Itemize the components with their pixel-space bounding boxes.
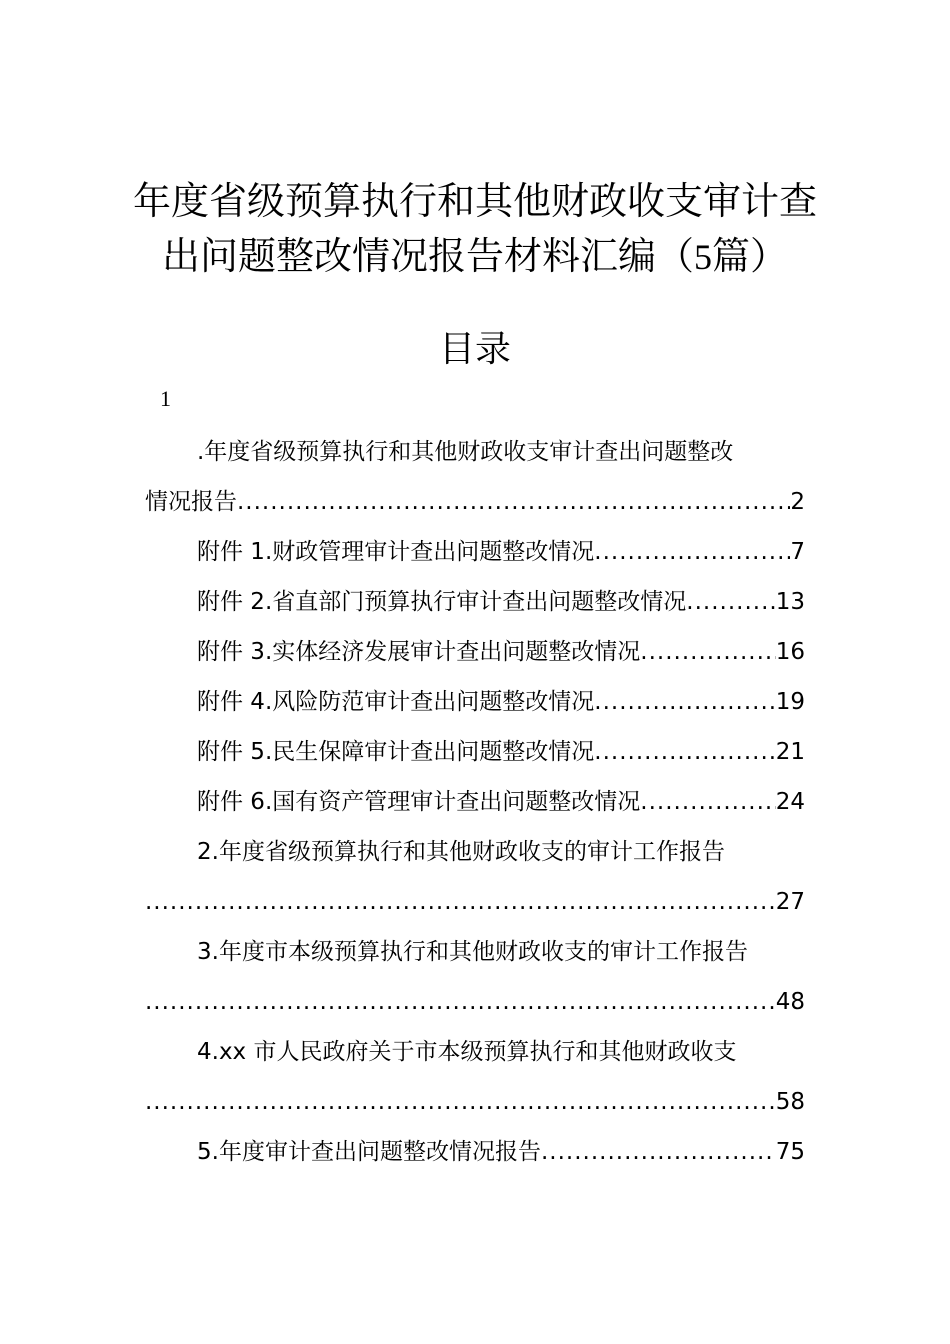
dot-leader <box>145 977 776 1027</box>
toc-page-number: 7 <box>790 539 805 565</box>
toc-entry-1-line-2[interactable] <box>145 477 805 527</box>
dot-leader <box>640 627 775 677</box>
toc-entry-label: 附件 2.省直部门预算执行审计查出问题整改情况 <box>197 589 687 615</box>
dot-leader <box>541 1127 776 1177</box>
toc-entry-label: 5.年度审计查出问题整改情况报告 <box>197 1139 541 1165</box>
toc-page-number: 75 <box>775 1139 805 1165</box>
title-line-2-text: 出问题整改情况报告材料汇编（ <box>161 234 694 278</box>
toc-entry-3-line-1[interactable] <box>145 927 805 977</box>
dot-leader <box>594 727 775 777</box>
toc-page-number: 48 <box>775 989 805 1015</box>
dot-leader <box>640 777 775 827</box>
toc-entry-appendix-1[interactable] <box>145 527 805 577</box>
toc-heading: 目录 <box>438 329 511 370</box>
toc-entry-label: .年度省级预算执行和其他财政收支审计查出问题整改 <box>197 439 734 465</box>
dot-leader <box>594 677 775 727</box>
toc-page-number: 19 <box>775 689 805 715</box>
toc-entry-label: 附件 1.财政管理审计查出问题整改情况 <box>197 539 595 565</box>
dot-leader <box>145 1077 776 1127</box>
toc-entry-appendix-3[interactable] <box>145 627 805 677</box>
toc-page-number: 24 <box>775 789 805 815</box>
title-line-2 <box>100 229 850 285</box>
toc-entry-4-line-1[interactable] <box>145 1027 805 1077</box>
toc-entry-2-line-1[interactable] <box>145 827 805 877</box>
toc-entry-label: 3.年度市本级预算执行和其他财政收支的审计工作报告 <box>197 939 748 965</box>
dot-leader <box>237 477 790 527</box>
toc-page-number: 16 <box>775 639 805 665</box>
toc-page-number: 2 <box>790 489 805 515</box>
toc-entry-label: 附件 4.风险防范审计查出问题整改情况 <box>197 689 595 715</box>
toc-entry-label: 2.年度省级预算执行和其他财政收支的审计工作报告 <box>197 839 725 865</box>
toc-entry-5[interactable] <box>145 1127 805 1177</box>
toc-entry-3-line-2[interactable] <box>145 977 805 1027</box>
title-line-1: 年度省级预算执行和其他财政收支审计查 <box>132 179 817 223</box>
toc-entry-label: 情况报告 <box>145 489 237 515</box>
toc-entry-appendix-4[interactable] <box>145 677 805 727</box>
document-title <box>100 174 850 285</box>
toc-entry-2-line-2[interactable] <box>145 877 805 927</box>
toc-entry-appendix-5[interactable] <box>145 727 805 777</box>
toc-page-number: 58 <box>775 1089 805 1115</box>
title-count: 5 <box>694 237 712 277</box>
dot-leader <box>145 877 776 927</box>
toc-page-number: 27 <box>775 889 805 915</box>
toc-entry-1-line-1[interactable] <box>145 427 805 477</box>
toc-entry-appendix-2[interactable] <box>145 577 805 627</box>
toc-entry-appendix-6[interactable] <box>145 777 805 827</box>
toc-entry-label: 附件 5.民生保障审计查出问题整改情况 <box>197 739 595 765</box>
toc-entry-label: 附件 6.国有资产管理审计查出问题整改情况 <box>197 789 641 815</box>
section-marker: 1 <box>160 386 171 411</box>
table-of-contents <box>145 427 805 1177</box>
toc-page-number: 21 <box>775 739 805 765</box>
toc-entry-4-line-2[interactable] <box>145 1077 805 1127</box>
dot-leader <box>594 527 790 577</box>
title-line-2-end: 篇） <box>712 234 789 278</box>
toc-entry-label: 附件 3.实体经济发展审计查出问题整改情况 <box>197 639 641 665</box>
toc-page-number: 13 <box>775 589 805 615</box>
toc-entry-label: 4.xx 市人民政府关于市本级预算执行和其他财政收支 <box>197 1039 737 1065</box>
dot-leader <box>686 577 775 627</box>
